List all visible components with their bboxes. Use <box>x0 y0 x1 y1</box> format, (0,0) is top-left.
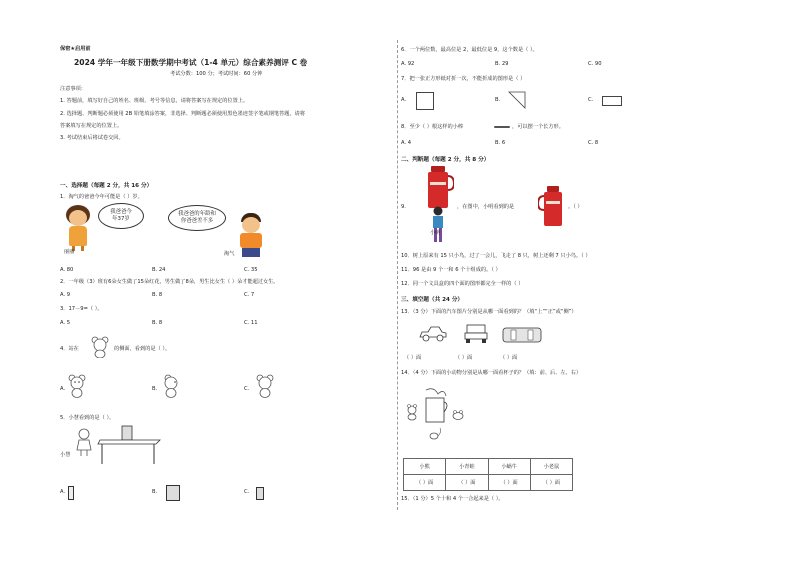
q5-option-c[interactable]: C. <box>244 489 250 495</box>
bear-back-view-icon <box>256 374 274 398</box>
table-blank-frog[interactable]: （ ）面 <box>446 475 488 491</box>
q4-option-b[interactable]: B. <box>152 386 158 392</box>
q13-blank-3[interactable]: （ ）面 <box>500 355 518 361</box>
q9-text: ，在图中，小明看到的是 <box>457 204 515 210</box>
box-thin-icon <box>256 487 264 500</box>
q7-text: 7．把一张正方形纸对折一次，不能折成的图形是（ ） <box>401 76 526 82</box>
bear-front-view-icon <box>68 374 86 398</box>
box-narrow-icon <box>68 486 74 500</box>
q6-option-c[interactable]: C. 90 <box>588 61 602 67</box>
speech-bubble-right <box>168 205 226 231</box>
q8-option-c[interactable]: C. 8 <box>588 140 599 146</box>
q4-text-tail: 的侧面，看到的是（ ）。 <box>114 346 171 352</box>
red-thermos-side-icon <box>538 186 568 226</box>
q8-option-b[interactable]: B. 6 <box>495 140 506 146</box>
q4-text: 4．站在 <box>60 346 79 352</box>
table-blank-mouse[interactable]: （ ）面 <box>530 475 572 491</box>
q11-text: 11．96 是由 9 个一和 6 个十组成的。（ ） <box>401 267 501 273</box>
q7-option-a[interactable]: A. <box>401 97 407 103</box>
q10-text: 10．树上原来有 15 只小鸟，过了一会儿，飞走了 8 只，树上还剩 7 只小鸟。（ ） <box>401 253 591 259</box>
table-header-snail: 小蜗牛 <box>488 459 530 475</box>
xiaohui-label: 小慧 <box>60 452 71 458</box>
notes-item-2-cont: 答案填写在规定的位置上。 <box>60 123 123 129</box>
q1-option-a[interactable]: A. 80 <box>60 267 74 273</box>
box-wide-icon <box>166 485 180 501</box>
q8-option-a[interactable]: A. 4 <box>401 140 412 146</box>
q5-option-b[interactable]: B. <box>152 489 158 495</box>
name-lili: 丽丽 <box>64 249 75 255</box>
table-with-box-illustration <box>96 424 164 464</box>
table-row <box>404 459 573 475</box>
car-side-view-icon <box>418 325 448 343</box>
girl-illustration <box>60 205 96 251</box>
bubble-right-line1: 我爸爸的年龄和 <box>178 211 216 217</box>
secret-label: 保密★启用前 <box>60 46 91 52</box>
xiaoming-label: 小明 <box>430 230 441 236</box>
table-header-frog: 小青蛙 <box>446 459 488 475</box>
boy-illustration <box>234 213 268 257</box>
notes-heading: 注意事项： <box>60 86 86 92</box>
q4-option-a[interactable]: A. <box>60 386 66 392</box>
q3-option-c[interactable]: C. 11 <box>244 320 258 326</box>
q2-option-a[interactable]: A. 9 <box>60 292 71 298</box>
car-front-view-icon <box>464 323 488 343</box>
q2-option-b[interactable]: B. 8 <box>152 292 163 298</box>
q5-option-a[interactable]: A. <box>60 489 66 495</box>
q9-number: 9. <box>401 204 406 210</box>
section2-heading: 二、判断题（每题 2 分，共 8 分） <box>401 157 490 163</box>
q7-option-b[interactable]: B. <box>495 97 501 103</box>
q8-text-tail: ，可以摆一个长方形。 <box>512 124 564 130</box>
bubble-left-line1: 我爸爸今 <box>110 209 132 215</box>
q15-text: 15．（1 分）5 个十和 4 个一合起来是（ ）。 <box>401 496 504 502</box>
q5-text: 5．小慧看到的是（ ）。 <box>60 415 115 421</box>
page-title: 2024 学年一年级下册数学期中考试（1-4 单元）综合素养测评 C 卷 <box>74 58 308 67</box>
q3-option-a[interactable]: A. 5 <box>60 320 71 326</box>
cup-and-animals-illustration <box>404 386 470 444</box>
red-thermos-icon <box>424 166 454 208</box>
q9-text-end: 。（ ） <box>568 204 583 210</box>
q8-text: 8．至少（ ）根这样的小棒 <box>401 124 464 130</box>
table-header-mouse: 小老鼠 <box>530 459 572 475</box>
q2-text: 2．一年级（3）班有6朵女生做了15朵红花，男生做了8朵，男生比女生（ ）朵才能超过女生。 <box>60 279 279 285</box>
q7-option-c[interactable]: C. <box>588 97 594 103</box>
section3-heading: 三、填空题（共 24 分） <box>401 297 464 303</box>
boy-xiaoming-icon <box>430 206 446 244</box>
q13-blank-2[interactable]: （ ）面 <box>455 355 473 361</box>
q13-blank-1[interactable]: （ ）面 <box>404 355 422 361</box>
bubble-right-line2: 你爸爸差不多 <box>180 218 214 224</box>
q2-option-c[interactable]: C. 7 <box>244 292 255 298</box>
notes-item-2: 2. 选择题、判断题必须使用 2B 铅笔填涂答案，非选择、判断题必须使用黑色墨迹签字笔或钢笔答题，请将 <box>60 111 306 117</box>
q3-option-b[interactable]: B. 8 <box>152 320 163 326</box>
bubble-left-line2: 年37岁 <box>112 216 130 222</box>
table-blank-bear[interactable]: （ ）面 <box>404 475 446 491</box>
notes-item-1: 1. 答题前，填写好自己的姓名、班级、考号等信息，请将答案写在规定的位置上。 <box>60 98 249 104</box>
bear-side-view-icon <box>162 374 180 398</box>
page-subtitle: 考试分数：100 分；考试时间：60 分钟 <box>170 71 263 77</box>
q1-option-c[interactable]: C. 35 <box>244 267 258 273</box>
q1-text: 1．淘气的爸爸今年可能是（ ）岁。 <box>60 194 143 200</box>
name-taoqi: 淘气 <box>224 251 235 257</box>
q14-text: 14．（4 分）下面的小动物分别是从哪一面看杯子的？（填：前、后、左、右） <box>401 370 582 376</box>
q4-option-c[interactable]: C. <box>244 386 250 392</box>
notes-item-3: 3. 考试结束后将试卷交回。 <box>60 135 124 141</box>
table-blank-snail[interactable]: （ ）面 <box>488 475 530 491</box>
q13-text: 13．（3 分）下面的汽车图片分别是从哪一面看到的？（填“上”“正”或“侧”） <box>401 309 577 315</box>
square-shape-icon <box>416 92 434 110</box>
table-header-bear: 小熊 <box>404 459 446 475</box>
q12-text: 12．同一个文具盒的四个面的图形都完全一样的（ ） <box>401 281 524 287</box>
q6-option-b[interactable]: B. 29 <box>495 61 509 67</box>
q6-text: 6．一个两位数，最高位是 2，最低位是 9，这个数是（ ）。 <box>401 47 538 53</box>
triangle-shape-icon <box>508 91 526 109</box>
section1-heading: 一、选择题（每题 2 分，共 16 分） <box>60 183 153 189</box>
car-top-view-icon <box>502 327 542 343</box>
speech-bubble-left <box>98 203 144 229</box>
q6-option-a[interactable]: A. 92 <box>401 61 415 67</box>
bear-illustration <box>90 336 110 358</box>
q3-text: 3．17－9=（ ）。 <box>60 306 103 312</box>
q14-answer-table <box>403 458 573 491</box>
rectangle-shape-icon <box>602 96 622 106</box>
table-row <box>404 475 573 491</box>
q1-option-b[interactable]: B. 24 <box>152 267 166 273</box>
girl-xiaohui-icon <box>74 428 94 456</box>
stick-icon <box>494 126 510 128</box>
column-divider <box>397 40 398 510</box>
